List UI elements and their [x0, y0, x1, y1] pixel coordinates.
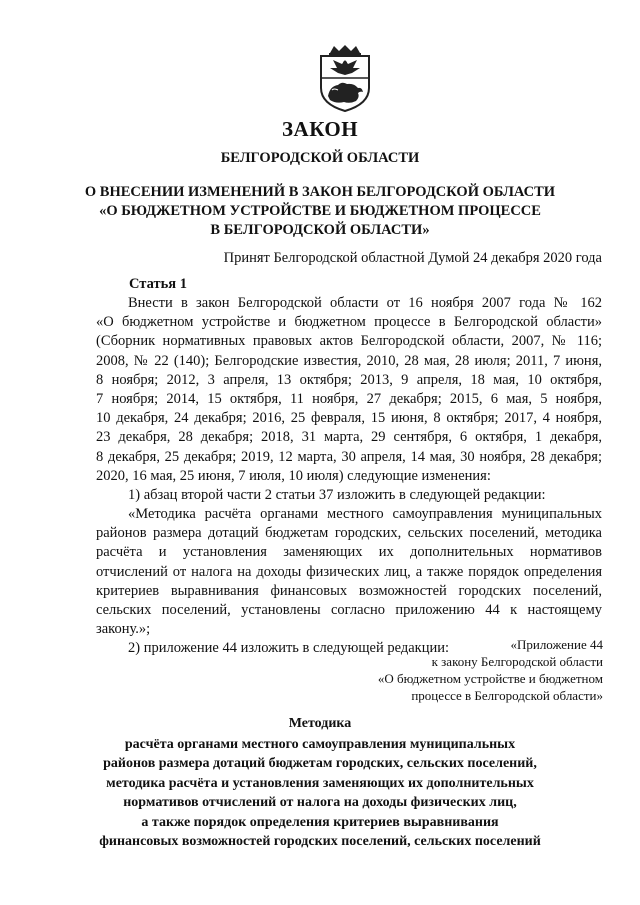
- body-line: 10 декабря, 24 декабря; 2016, 25 февраля, 15 июня, 8 октября; 2017, 4 ноября,: [96, 410, 602, 427]
- quoted-line: критериев выравнивания финансовых возможностей городских поселений,: [96, 582, 602, 599]
- methodology-line: финансовых возможностей городских поселений, сельских поселений: [99, 833, 541, 849]
- body-line: «О бюджетном устройстве и бюджетном процессе в Белгородской области»: [96, 314, 602, 331]
- body-line: (Сборник нормативных правовых актов Белгородской области, 2007, № 116;: [96, 333, 602, 350]
- law-title-line: О ВНЕСЕНИИ ИЗМЕНЕНИЙ В ЗАКОН БЕЛГОРОДСКОЙ ОБЛАСТИ: [84, 184, 556, 200]
- quoted-line: сельских поселений, установлены согласно приложению 44 к настоящему: [96, 602, 602, 618]
- law-title-line: В БЕЛГОРОДСКОЙ ОБЛАСТИ»: [210, 222, 430, 238]
- adoption-note: Принят Белгородской областной Думой 24 декабря 2020 года: [223, 250, 602, 266]
- methodology-line: нормативов отчислений от налога на доходы физических лиц,: [123, 795, 517, 811]
- annex-line: процессе в Белгородской области»: [411, 688, 603, 703]
- methodology-heading: [0, 713, 640, 851]
- law-title: [0, 183, 640, 240]
- law-title-line: «О БЮДЖЕТНОМ УСТРОЙСТВЕ И БЮДЖЕТНОМ ПРОЦЕССЕ: [99, 203, 541, 219]
- quoted-line: закону.»;: [96, 621, 151, 638]
- body-line: 8 ноября; 2012, 3 апреля, 13 октября; 2013, 9 апреля, 18 мая, 10 октября,: [96, 371, 602, 388]
- quoted-line: отчислений от налога на доходы физических лиц, а также порядок определения: [96, 563, 602, 580]
- body-line: Внести в закон Белгородской области от 16 ноября 2007 года № 162: [128, 295, 602, 311]
- issuing-region: БЕЛГОРОДСКОЙ ОБЛАСТИ: [220, 150, 420, 166]
- body-line: 2020, 16 мая, 25 июня, 7 июля, 10 июля) следующие изменения:: [96, 467, 491, 484]
- methodology-line: районов размера дотаций бюджетам городских, сельских поселений,: [103, 756, 537, 772]
- annex-reference: [0, 636, 603, 704]
- quoted-line: расчёта и установления заменяющих их дополнительных нормативов: [96, 544, 602, 561]
- quoted-line: «Методика расчёта органами местного самоуправления муниципальных: [128, 506, 602, 523]
- article-heading: Статья 1: [129, 276, 187, 292]
- annex-line: к закону Белгородской области: [431, 654, 603, 669]
- body-line: 8 декабря, 25 декабря; 2019, 12 марта, 30 апреля, 14 мая, 30 ноября, 28 декабря;: [96, 448, 602, 465]
- body-line: 2008, № 22 (140); Белгородские известия, 2010, 28 мая, 28 июля; 2011, 7 июня,: [96, 352, 602, 369]
- article-body: [96, 294, 602, 659]
- amendment-item-2: 2) приложение 44 изложить в следующей редакции:: [128, 640, 450, 657]
- methodology-line: методика расчёта и установления заменяющих их дополнительных: [106, 775, 534, 791]
- body-line: 23 декабря, 28 декабря; 2018, 31 марта, 29 сентября, 6 октября, 1 декабря,: [96, 429, 602, 446]
- quoted-line: районов размера дотаций бюджетам городских, сельских поселений, методика: [96, 525, 602, 542]
- methodology-line: а также порядок определения критериев выравнивания: [141, 814, 499, 830]
- coat-of-arms-icon: [316, 44, 374, 112]
- amendment-item-1: 1) абзац второй части 2 статьи 37 изложить в следующей редакции:: [128, 486, 546, 503]
- annex-line: «Приложение 44: [510, 637, 603, 652]
- methodology-title: Методика: [288, 716, 352, 731]
- methodology-line: расчёта органами местного самоуправления муниципальных: [124, 737, 516, 752]
- document-type: ЗАКОН: [281, 117, 359, 141]
- body-line: 7 ноября; 2014, 15 октября, 11 ноября, 27 декабря; 2015, 6 мая, 5 ноября,: [96, 390, 602, 407]
- annex-line: «О бюджетном устройстве и бюджетном: [377, 671, 603, 686]
